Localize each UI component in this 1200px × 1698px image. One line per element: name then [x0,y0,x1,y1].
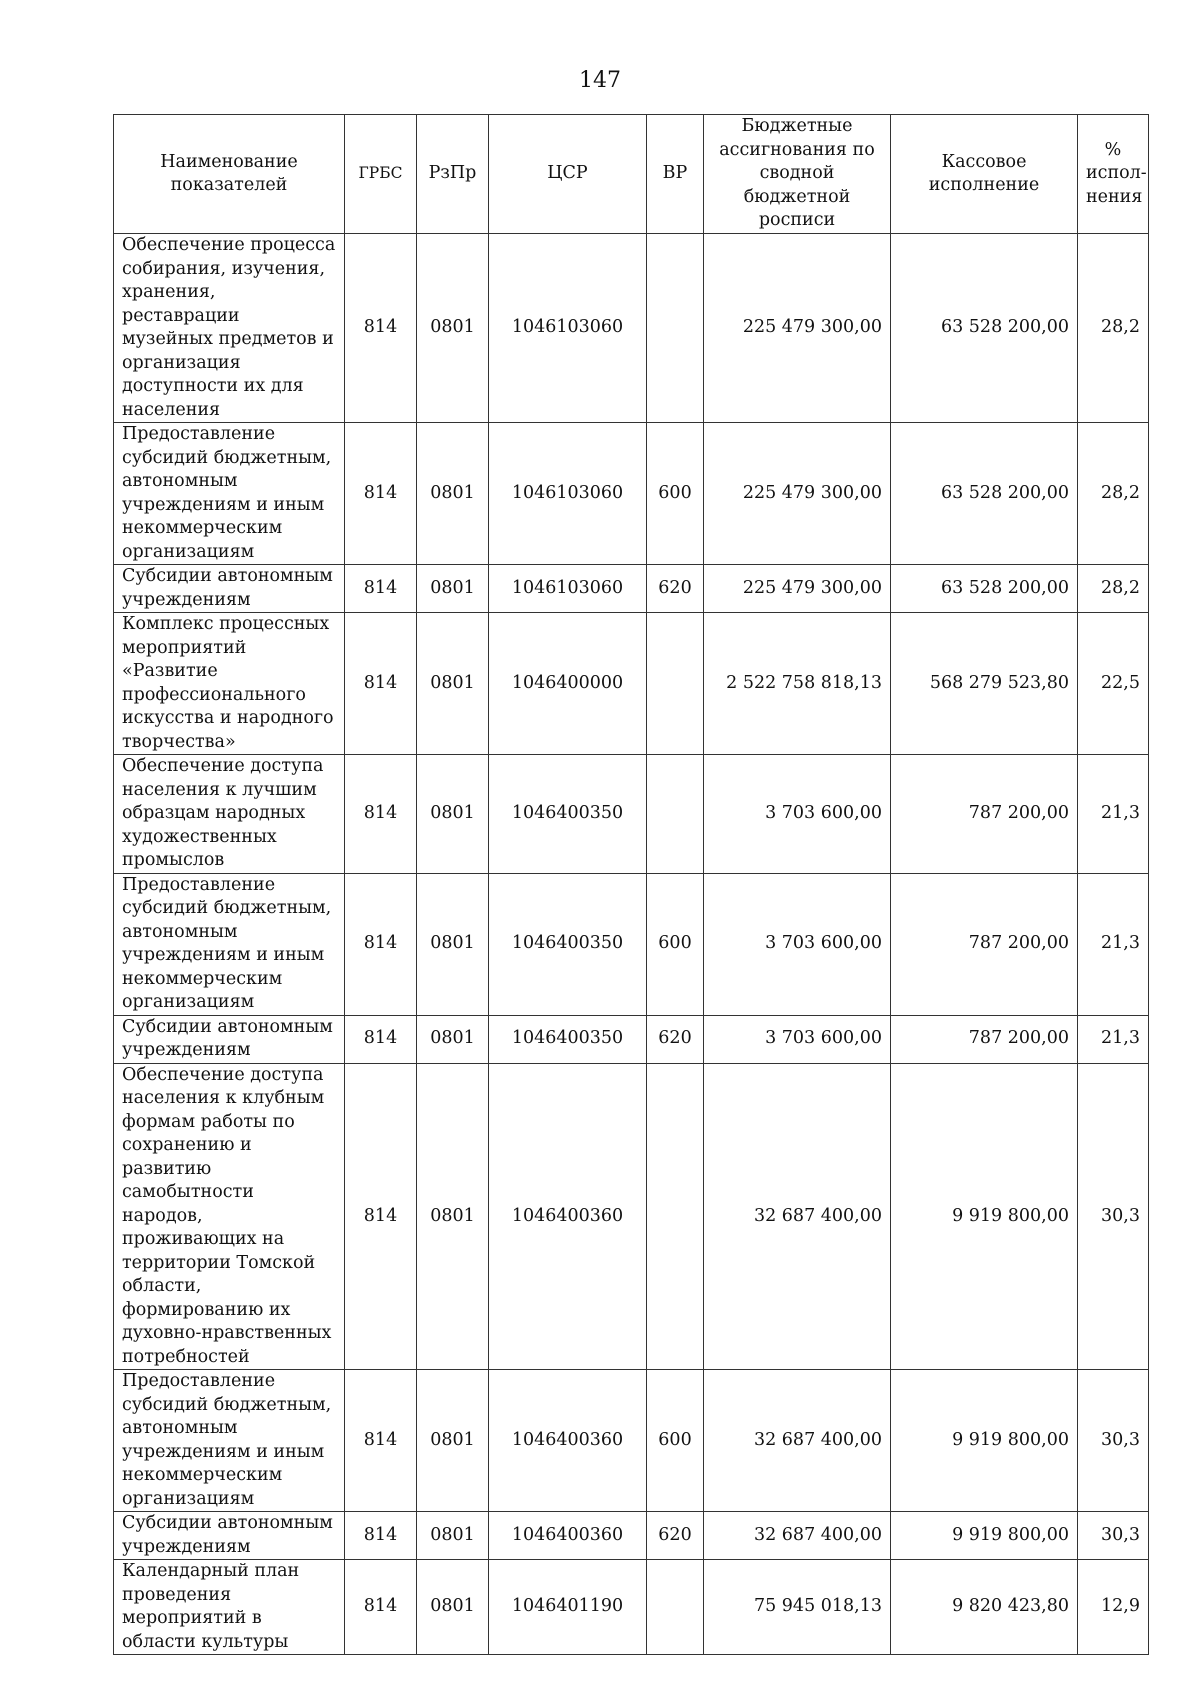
cell-execution: 9 919 800,00 [891,1063,1078,1370]
cell-vr [647,1560,704,1655]
cell-name: Обеспечение доступа населения к клубным формам работы по сохранению и развитию самобытности народов, проживающих на территории Томской области, формированию их духовно-нравственных потребностей [114,1063,345,1370]
cell-grbs: 814 [345,613,417,755]
cell-allocations: 3 703 600,00 [704,873,891,1015]
table-row [114,423,1149,565]
cell-vr: 600 [647,1370,704,1512]
cell-vr [647,1063,704,1370]
cell-vr: 600 [647,873,704,1015]
cell-csr: 1046103060 [489,423,647,565]
cell-name: Предоставление субсидий бюджетным, автономным учреждениям и иным некоммерческим организациям [114,873,345,1015]
cell-execution: 787 200,00 [891,755,1078,874]
table-row [114,755,1149,874]
table-row [114,613,1149,755]
cell-rzpr: 0801 [417,873,489,1015]
table-row [114,1015,1149,1063]
cell-rzpr: 0801 [417,423,489,565]
cell-percent: 30,3 [1078,1370,1149,1512]
cell-rzpr: 0801 [417,565,489,613]
cell-name: Календарный план проведения мероприятий в области культуры [114,1560,345,1655]
cell-csr: 1046400360 [489,1512,647,1560]
cell-rzpr: 0801 [417,755,489,874]
cell-rzpr: 0801 [417,1063,489,1370]
cell-execution: 9 820 423,80 [891,1560,1078,1655]
cell-vr: 620 [647,1512,704,1560]
cell-rzpr: 0801 [417,1560,489,1655]
cell-percent: 30,3 [1078,1512,1149,1560]
cell-grbs: 814 [345,1015,417,1063]
page-number: 147 [579,68,621,93]
cell-csr: 1046400000 [489,613,647,755]
cell-percent: 21,3 [1078,755,1149,874]
cell-execution: 787 200,00 [891,873,1078,1015]
cell-name: Предоставление субсидий бюджетным, автономным учреждениям и иным некоммерческим организациям [114,1370,345,1512]
cell-execution: 63 528 200,00 [891,234,1078,423]
cell-name: Субсидии автономным учреждениям [114,1512,345,1560]
cell-allocations: 225 479 300,00 [704,423,891,565]
cell-percent: 28,2 [1078,234,1149,423]
cell-grbs: 814 [345,1512,417,1560]
header-grbs: ГРБС [345,115,417,234]
cell-name: Предоставление субсидий бюджетным, автономным учреждениям и иным некоммерческим организациям [114,423,345,565]
cell-vr [647,234,704,423]
table-row [114,873,1149,1015]
cell-allocations: 225 479 300,00 [704,234,891,423]
cell-vr: 600 [647,423,704,565]
cell-name: Субсидии автономным учреждениям [114,565,345,613]
cell-execution: 63 528 200,00 [891,423,1078,565]
cell-allocations: 75 945 018,13 [704,1560,891,1655]
cell-csr: 1046400350 [489,1015,647,1063]
table-row [114,565,1149,613]
budget-table [113,114,1149,1655]
cell-grbs: 814 [345,1370,417,1512]
table-row [114,1370,1149,1512]
cell-csr: 1046103060 [489,565,647,613]
header-execution: Кассовое исполнение [891,115,1078,234]
cell-grbs: 814 [345,1063,417,1370]
cell-percent: 30,3 [1078,1063,1149,1370]
cell-execution: 63 528 200,00 [891,565,1078,613]
cell-vr [647,755,704,874]
table-header-row [114,115,1149,234]
header-percent: % испол-нения [1078,115,1149,234]
cell-execution: 9 919 800,00 [891,1512,1078,1560]
cell-vr [647,613,704,755]
cell-grbs: 814 [345,873,417,1015]
cell-execution: 568 279 523,80 [891,613,1078,755]
cell-csr: 1046103060 [489,234,647,423]
cell-name: Обеспечение доступа населения к лучшим образцам народных художественных промыслов [114,755,345,874]
cell-grbs: 814 [345,1560,417,1655]
cell-vr: 620 [647,1015,704,1063]
cell-name: Обеспечение процесса собирания, изучения, хранения, реставрации музейных предметов и организация доступности их для населения [114,234,345,423]
header-rzpr: РзПр [417,115,489,234]
cell-execution: 787 200,00 [891,1015,1078,1063]
cell-percent: 28,2 [1078,423,1149,565]
cell-grbs: 814 [345,755,417,874]
cell-percent: 28,2 [1078,565,1149,613]
cell-rzpr: 0801 [417,1370,489,1512]
cell-allocations: 225 479 300,00 [704,565,891,613]
cell-csr: 1046400360 [489,1063,647,1370]
cell-csr: 1046400350 [489,755,647,874]
cell-allocations: 2 522 758 818,13 [704,613,891,755]
cell-allocations: 3 703 600,00 [704,755,891,874]
cell-percent: 22,5 [1078,613,1149,755]
table-row [114,1512,1149,1560]
table-row [114,1063,1149,1370]
cell-name: Субсидии автономным учреждениям [114,1015,345,1063]
cell-rzpr: 0801 [417,1015,489,1063]
cell-grbs: 814 [345,234,417,423]
cell-name: Комплекс процессных мероприятий «Развитие профессионального искусства и народного творчества» [114,613,345,755]
cell-csr: 1046401190 [489,1560,647,1655]
cell-rzpr: 0801 [417,613,489,755]
cell-csr: 1046400350 [489,873,647,1015]
header-allocations: Бюджетные ассигнования по сводной бюджетной росписи [704,115,891,234]
cell-percent: 12,9 [1078,1560,1149,1655]
cell-rzpr: 0801 [417,1512,489,1560]
cell-csr: 1046400360 [489,1370,647,1512]
header-csr: ЦСР [489,115,647,234]
cell-vr: 620 [647,565,704,613]
cell-allocations: 3 703 600,00 [704,1015,891,1063]
cell-allocations: 32 687 400,00 [704,1512,891,1560]
header-vr: ВР [647,115,704,234]
header-name: Наименование показателей [114,115,345,234]
cell-grbs: 814 [345,565,417,613]
cell-execution: 9 919 800,00 [891,1370,1078,1512]
cell-allocations: 32 687 400,00 [704,1370,891,1512]
cell-rzpr: 0801 [417,234,489,423]
cell-percent: 21,3 [1078,1015,1149,1063]
cell-percent: 21,3 [1078,873,1149,1015]
table-row [114,1560,1149,1655]
table-row [114,234,1149,423]
cell-allocations: 32 687 400,00 [704,1063,891,1370]
cell-grbs: 814 [345,423,417,565]
